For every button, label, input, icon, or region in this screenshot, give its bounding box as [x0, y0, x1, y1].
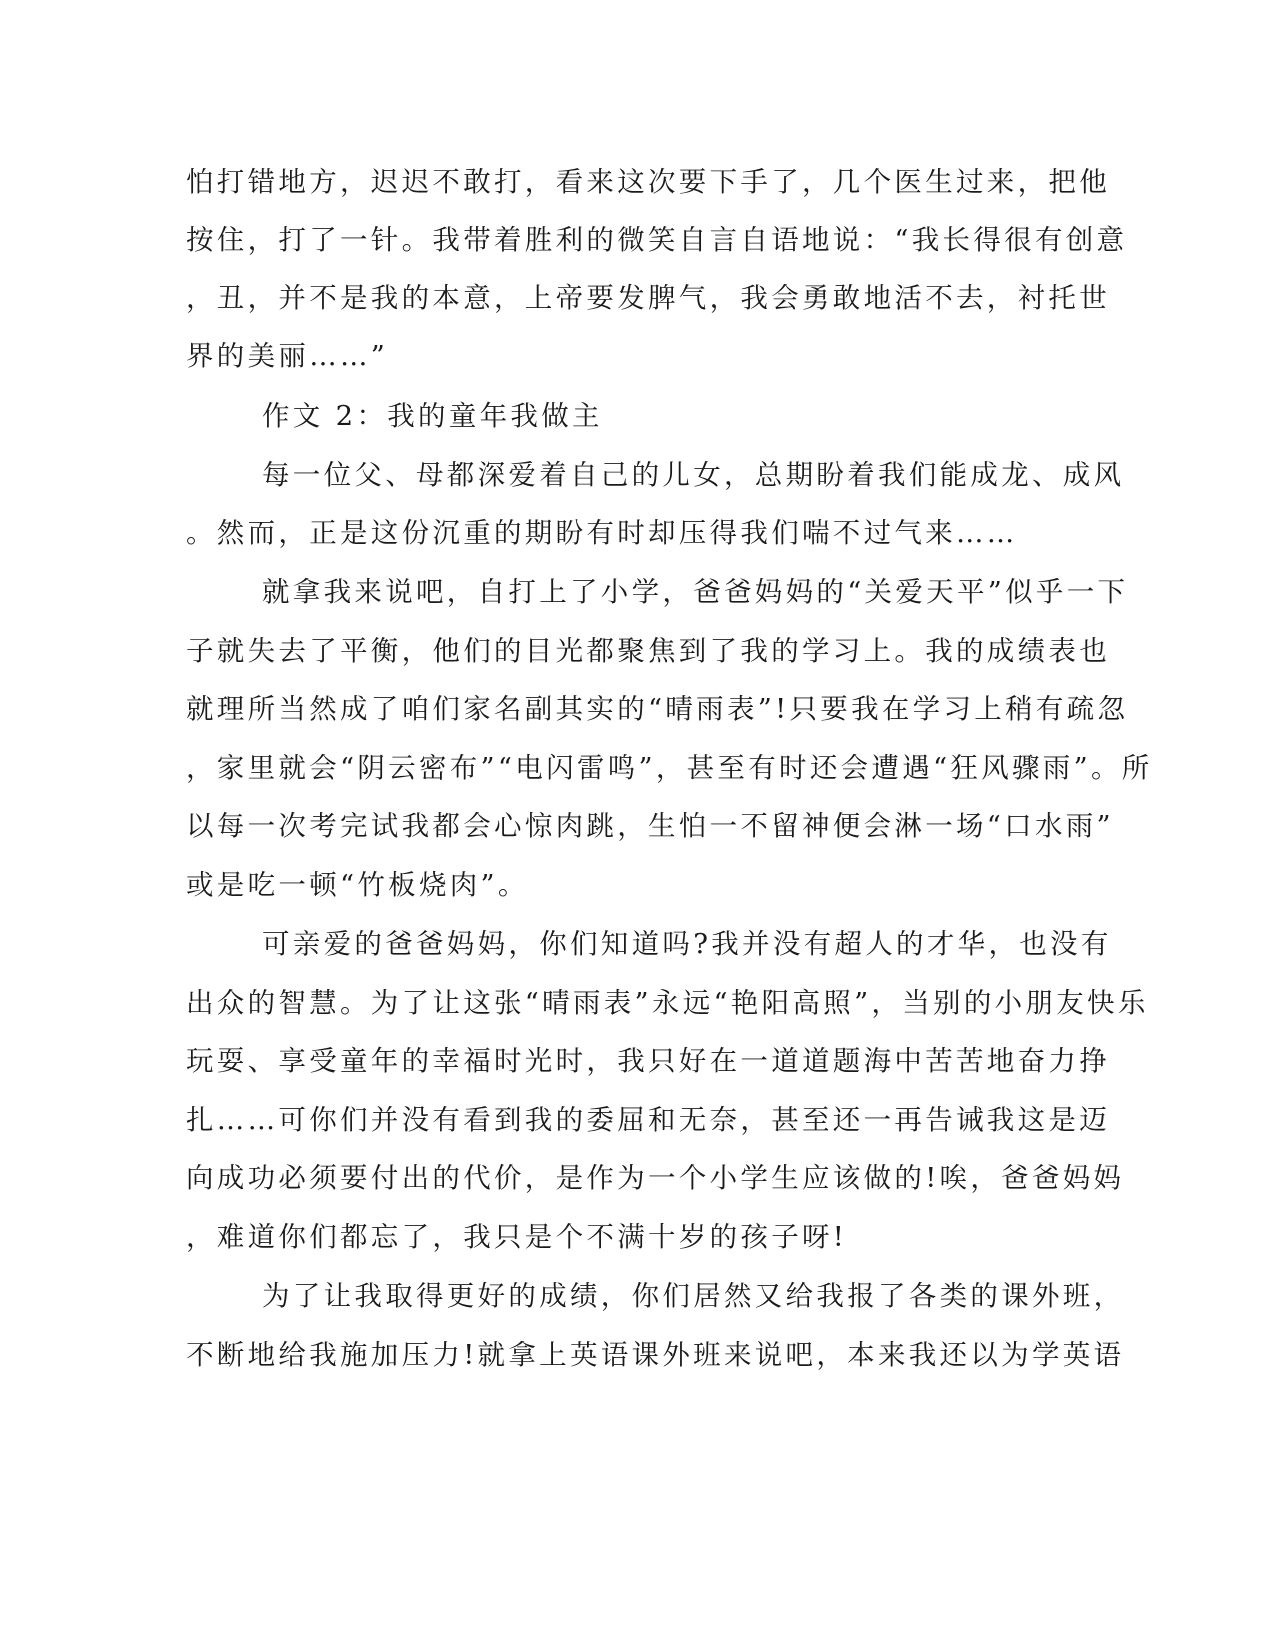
- text-line: 就理所当然成了咱们家名副其实的“晴雨表”!只要我在学习上稍有疏忽: [186, 693, 1129, 725]
- text-line: 扎……可你们并没有看到我的委屈和无奈，甚至还一再告诫我这是迈: [186, 1104, 1110, 1136]
- text-line: ，丑，并不是我的本意，上帝要发脾气，我会勇敢地活不去，衬托世: [186, 282, 1110, 314]
- text-line: 以每一次考完试我都会心惊肉跳，生怕一不留神便会淋一场“口水雨”: [186, 810, 1114, 842]
- text-line: 子就失去了平衡，他们的目光都聚焦到了我的学习上。我的成绩表也: [186, 635, 1110, 667]
- text-line: 向成功必须要付出的代价，是作为一个小学生应该做的!唉，爸爸妈妈: [186, 1162, 1125, 1194]
- text-line: 界的美丽……”: [186, 340, 389, 372]
- text-line: 出众的智慧。为了让这张“晴雨表”永远“艳阳高照”，当别的小朋友快乐: [186, 987, 1149, 1019]
- text-line: 按住，打了一针。我带着胜利的微笑自言自语地说：“我长得很有创意: [186, 224, 1128, 256]
- text-line: 每一位父、母都深爱着自己的儿女，总期盼着我们能成龙、成风: [262, 459, 1125, 491]
- text-line: 玩耍、享受童年的幸福时光时，我只好在一道道题海中苦苦地奋力挣: [186, 1045, 1110, 1077]
- text-line: 就拿我来说吧，自打上了小学，爸爸妈妈的“关爱天平”似乎一下: [262, 576, 1129, 608]
- text-line: ，难道你们都忘了，我只是个不满十岁的孩子呀!: [186, 1221, 848, 1253]
- text-line: 为了让我取得更好的成绩，你们居然又给我报了各类的课外班，: [262, 1280, 1125, 1312]
- text-line: 。然而，正是这份沉重的期盼有时却压得我们喘不过气来……: [186, 517, 1018, 549]
- text-line: 怕打错地方，迟迟不敢打，看来这次要下手了，几个医生过来，把他: [186, 166, 1110, 198]
- text-line: 或是吃一顿“竹板烧肉”。: [186, 869, 529, 901]
- text-line: 不断地给我施加压力!就拿上英语课外班来说吧，本来我还以为学英语: [186, 1339, 1125, 1371]
- section-heading: 作文 2：我的童年我做主: [262, 400, 603, 432]
- text-line: 可亲爱的爸爸妈妈，你们知道吗?我并没有超人的才华，也没有: [262, 928, 1112, 960]
- text-line: ，家里就会“阴云密布”“电闪雷鸣”，甚至有时还会遭遇“狂风骤雨”。所: [186, 752, 1153, 784]
